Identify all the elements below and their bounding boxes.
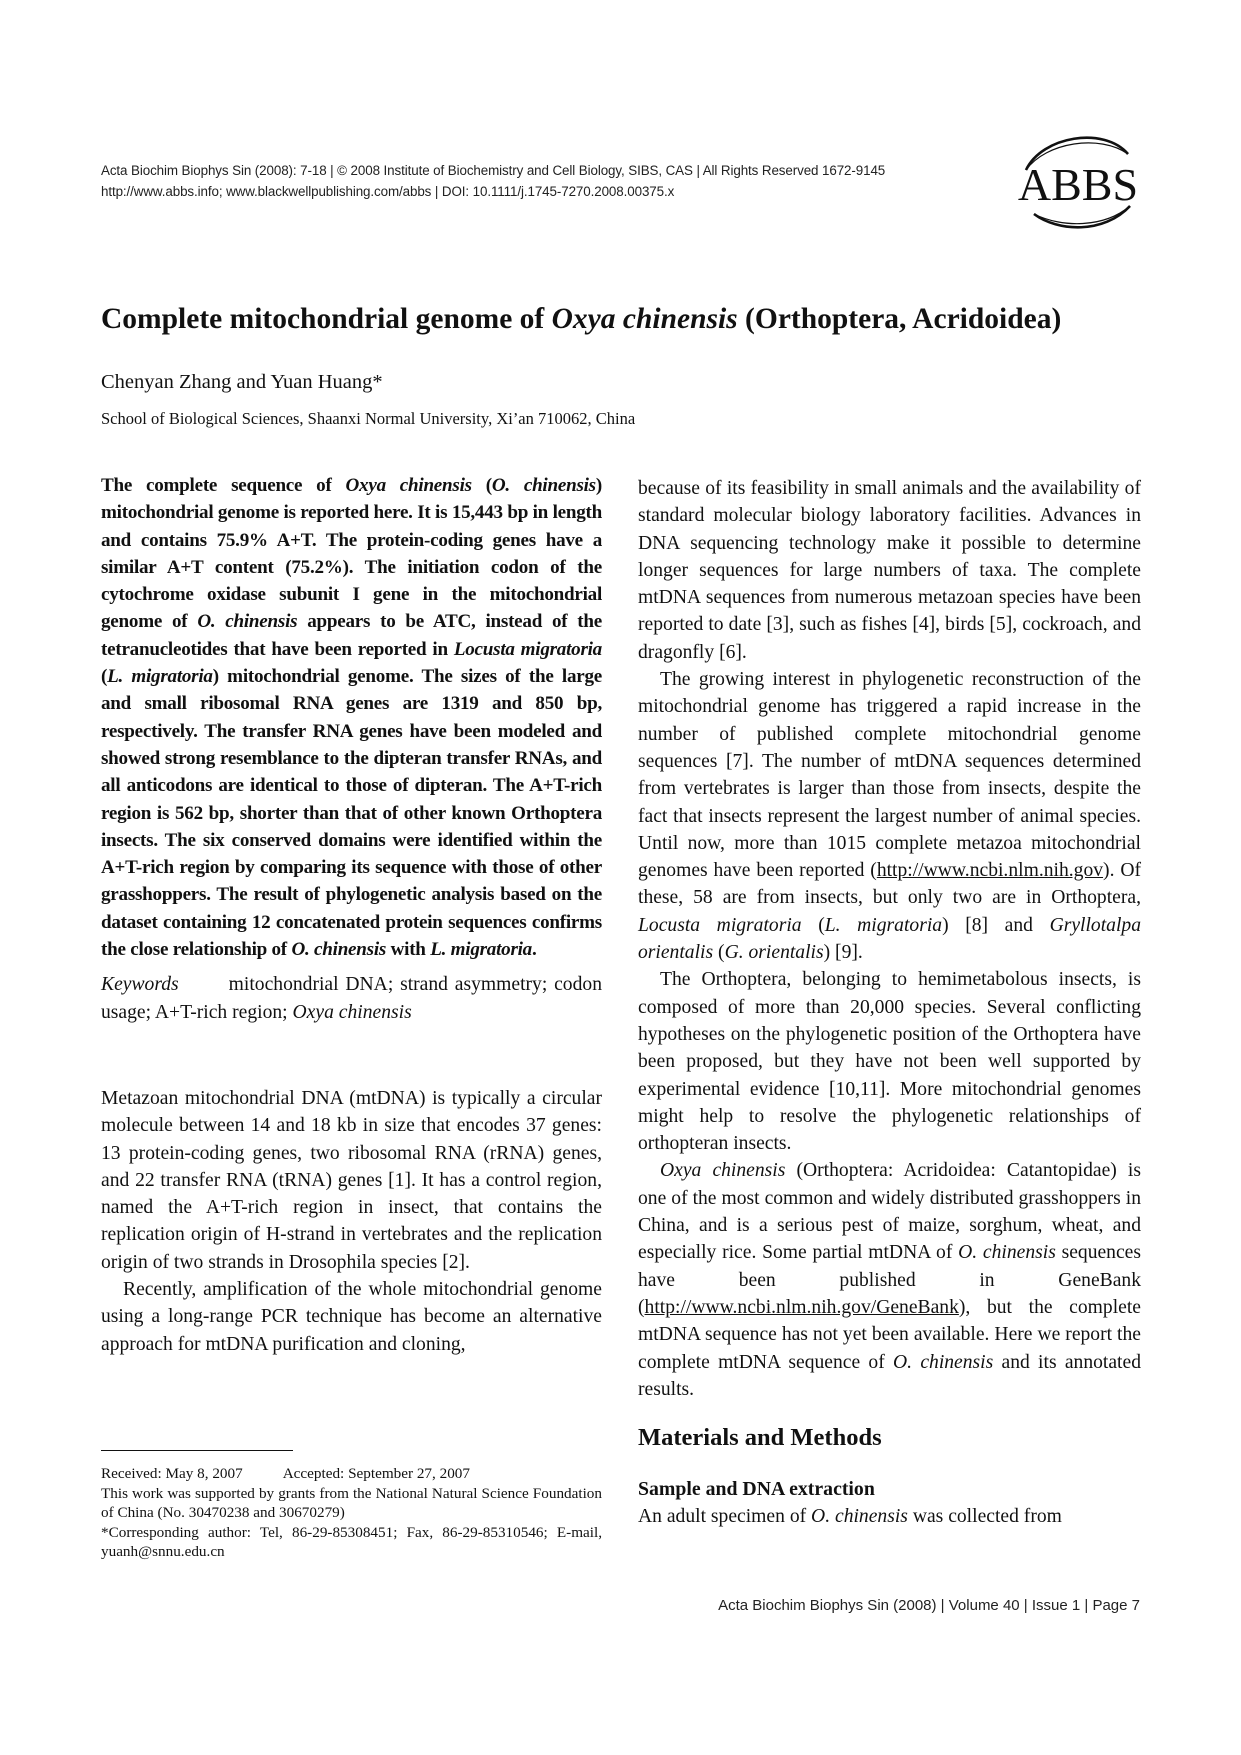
abbs-logo-icon [1012,128,1144,240]
article-title: Complete mitochondrial genome of Oxya chinensis (Orthoptera, Acridoidea) [101,303,1062,335]
abbs-logo [1012,128,1144,240]
right-column [638,475,1141,1530]
ncbi-link[interactable]: http://www.ncbi.nlm.nih.gov [876,860,1104,882]
subsection-heading-sample: Sample and DNA extraction [638,1478,875,1501]
page-footer: Acta Biochim Biophys Sin (2008) | Volume 40 | Issue 1 | Page 7 [718,1597,1140,1614]
footnote-divider [101,1450,293,1451]
dates-line: Received: May 8, 2007 Accepted: September 27, 2007 [101,1465,470,1482]
genebank-link[interactable]: http://www.ncbi.nlm.nih.gov/GeneBank [644,1296,959,1318]
methods-paragraph-1: An adult specimen of O. chinensis was collected from [638,1506,1062,1528]
intro-paragraph-1: Metazoan mitochondrial DNA (mtDNA) is typically a circular molecule between 14 and 18 kb in size that encodes 37 genes: 13 protein-coding genes, two ribosomal RNA (rRNA) genes, and 22 transfer RNA (tRNA) genes [1]. It has a control region, named the A+T-rich region in insect, that contains the replication origin of H-strand in vertebrates and the replication origin of two strands in Drosophila species [2]. [101,1087,602,1273]
keywords-label: Keywords [101,974,179,996]
intro-paragraph-5: The Orthoptera, belonging to hemimetabolous insects, is composed of more than 20,000 species. Several conflicting hypotheses on the phylogenetic position of the Orthoptera have been proposed, but they have not been well supported by experimental evidence [10,11]. More mitochondrial genomes might help to resolve the phylogenetic relationships of orthopteran insects. [638,969,1141,1155]
corresponding-author-note: *Corresponding author: Tel, 86-29-85308451; Fax, 86-29-85310546; E-mail, yuanh@snnu.edu.cn [101,1523,602,1561]
intro-paragraph-6: Oxya chinensis (Orthoptera: Acridoidea: Catantopidae) is one of the most common and widely distributed grasshoppers in China, and is a serious pest of maize, sorghum, wheat, and especially rice. Some partial mtDNA of O. chinensis sequences have been published in GeneBank (http://www.ncbi.nlm.nih.gov/GeneBank), but the complete mtDNA sequence has not yet been available. Here we report the complete mtDNA sequence of O. chinensis and its annotated results. [638,1160,1141,1400]
journal-header [101,160,981,202]
abstract: The complete sequence of Oxya chinensis (O. chinensis) mitochondrial genome is reported here. It is 15,443 bp in length and contains 75.9% A+T. The protein-coding genes have a similar A+T content (75.2%). The initiation codon of the cytochrome oxidase subunit I gene in the mitochondrial genome of O. chinensis appears to be ATC, instead of the tetranucleotides that have been reported in Locusta migratoria (L. migratoria) mitochondrial genome. The sizes of the large and small ribosomal RNA genes are 1319 and 850 bp, respectively. The transfer RNA genes have been modeled and showed strong resemblance to the dipteran transfer RNAs, and all anticodons are identical to those of dipteran. The A+T-rich region is 562 bp, shorter than that of other known Orthoptera insects. The six conserved domains were identified within the A+T-rich region by comparing its sequence with those of other grasshoppers. The result of phylogenetic analysis based on the dataset containing 12 concatenated protein sequences confirms the close relationship of O. chinensis with L. migratoria. [101,475,603,961]
author-list: Chenyan Zhang and Yuan Huang* [101,371,383,393]
section-heading-materials-methods: Materials and Methods [638,1424,882,1452]
journal-citation-line: Acta Biochim Biophys Sin (2008): 7-18 | © 2008 Institute of Biochemistry and Cell Biology, SIBS, CAS | All Rights Reserved 1672-9145 [101,163,886,178]
left-column [101,472,602,1358]
affiliation: School of Biological Sciences, Shaanxi Normal University, Xi’an 710062, China [101,409,636,428]
intro-paragraph-4: The growing interest in phylogenetic reconstruction of the mitochondrial genome has triggered a rapid increase in the number of published complete mitochondrial genome sequences [7]. The number of mtDNA sequences determined from vertebrates is larger than those from insects, despite the fact that insects represent the largest number of animal species. Until now, more than 1015 complete metazoa mitochondrial genomes have been reported (http://www.ncbi.nlm.nih.gov). Of these, 58 are from insects, but only two are in Orthoptera, Locusta migratoria (L. migratoria) [8] and Gryllotalpa orientalis (G. orientalis) [9]. [638,669,1141,964]
funding-note: This work was supported by grants from the National Natural Science Foundation of China (No. 30470238 and 30670279) [101,1484,602,1522]
footnotes [101,1464,602,1562]
journal-doi-line: http://www.abbs.info; www.blackwellpublishing.com/abbs | DOI: 10.1111/j.1745-7270.2008.00375.x [101,184,675,199]
keywords: Keywords mitochondrial DNA; strand asymmetry; codon usage; A+T-rich region; Oxya chinensis [101,974,602,1023]
intro-paragraph-2: Recently, amplification of the whole mitochondrial genome using a long-range PCR technique has become an alternative approach for mtDNA purification and cloning, [101,1279,602,1355]
logo-text: ABBS [1017,159,1139,210]
intro-paragraph-3: because of its feasibility in small animals and the availability of standard molecular biology laboratory facilities. Advances in DNA sequencing technology make it possible to determine longer sequences for large numbers of taxa. The complete mtDNA sequences from numerous metazoan species have been reported to date [3], such as fishes [4], birds [5], cockroach, and dragonfly [6]. [638,478,1141,663]
